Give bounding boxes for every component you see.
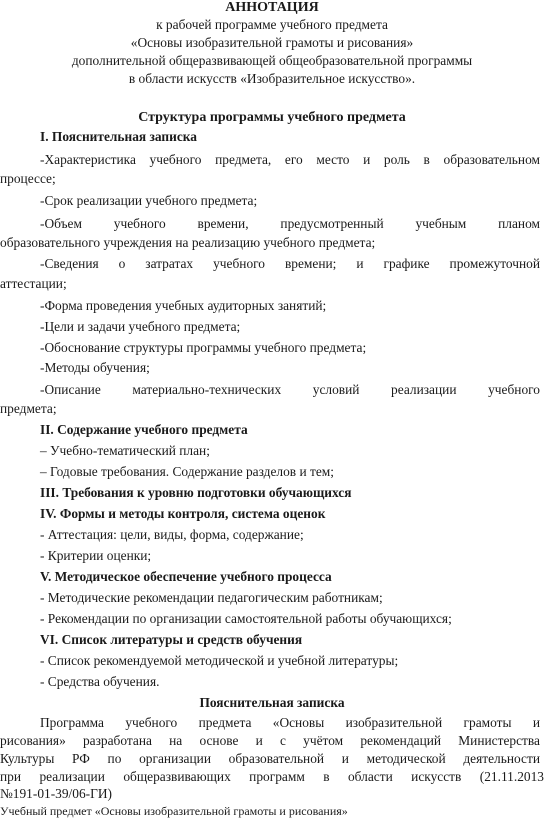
- section-4-item: - Аттестация: цели, виды, форма, содержание;: [40, 527, 304, 542]
- section-6-item: - Средства обучения.: [40, 674, 160, 689]
- header-line-1: к рабочей программе учебного предмета: [156, 17, 388, 32]
- section-5-item: - Методические рекомендации педагогическим работникам;: [40, 590, 383, 605]
- section-6-heading: VI. Список литературы и средств обучения: [40, 632, 303, 647]
- header-line-3: дополнительной общеразвивающей общеобразовательной программы: [71, 53, 473, 68]
- section-1-item: предмета;: [0, 401, 57, 416]
- explanatory-line: №191-01-39/06-ГИ): [0, 786, 113, 801]
- section-1-item: -Методы обучения;: [40, 360, 150, 375]
- section-1-heading: I. Пояснительная записка: [40, 129, 197, 144]
- section-4-heading: IV. Формы и методы контроля, система оценок: [40, 506, 326, 521]
- structure-title: Структура программы учебного предмета: [138, 110, 406, 125]
- section-2-item: – Годовые требования. Содержание разделов и тем;: [40, 464, 334, 479]
- section-2-item: – Учебно-тематический план;: [40, 443, 210, 458]
- section-3-heading: III. Требования к уровню подготовки обучающихся: [40, 485, 352, 500]
- section-1-item: аттестации;: [0, 276, 67, 291]
- explanatory-title: Пояснительная записка: [199, 695, 345, 710]
- section-2-heading: II. Содержание учебного предмета: [40, 422, 248, 437]
- section-5-item: - Рекомендации по организации самостоятельной работы обучающихся;: [40, 611, 452, 626]
- explanatory-line: рисования» разработана на основе и с учётом рекомендаций Министерства: [0, 733, 540, 748]
- header-line-2: «Основы изобразительной грамоты и рисования»: [130, 35, 414, 50]
- section-1-item: -Обоснование структуры программы учебного предмета;: [40, 340, 367, 355]
- section-1-item: -Описание материально-технических условий реализации учебного: [40, 382, 540, 397]
- explanatory-line: Программа учебного предмета «Основы изобразительной грамоты и: [40, 715, 540, 730]
- section-1-item: -Срок реализации учебного предмета;: [40, 193, 258, 208]
- document-title: АННОТАЦИЯ: [225, 0, 319, 15]
- explanatory-line: при реализации общеразвивающих программ в области искусств (21.11.2013: [0, 769, 544, 784]
- section-1-item: -Объем учебного времени, предусмотренный учебным планом: [40, 216, 540, 231]
- section-1-item: -Сведения о затратах учебного времени; и графике промежуточной: [40, 256, 540, 271]
- section-1-item: процессе;: [0, 171, 56, 186]
- section-1-item: образовательного учреждения на реализацию учебного предмета;: [0, 235, 376, 250]
- section-6-item: - Список рекомендуемой методической и учебной литературы;: [40, 653, 399, 668]
- explanatory-line: Культуры РФ по организации образовательной и методической деятельности: [0, 751, 540, 766]
- section-4-item: - Критерии оценки;: [40, 548, 152, 563]
- section-1-item: -Характеристика учебного предмета, его место и роль в образовательном: [40, 152, 540, 167]
- section-5-heading: V. Методическое обеспечение учебного процесса: [40, 569, 332, 584]
- section-1-item: -Цели и задачи учебного предмета;: [40, 319, 241, 334]
- footer-text: Учебный предмет «Основы изобразительной грамоты и рисования»: [0, 804, 348, 818]
- section-1-item: -Форма проведения учебных аудиторных занятий;: [40, 298, 327, 313]
- header-line-4: в области искусств «Изобразительное искусство».: [128, 71, 416, 86]
